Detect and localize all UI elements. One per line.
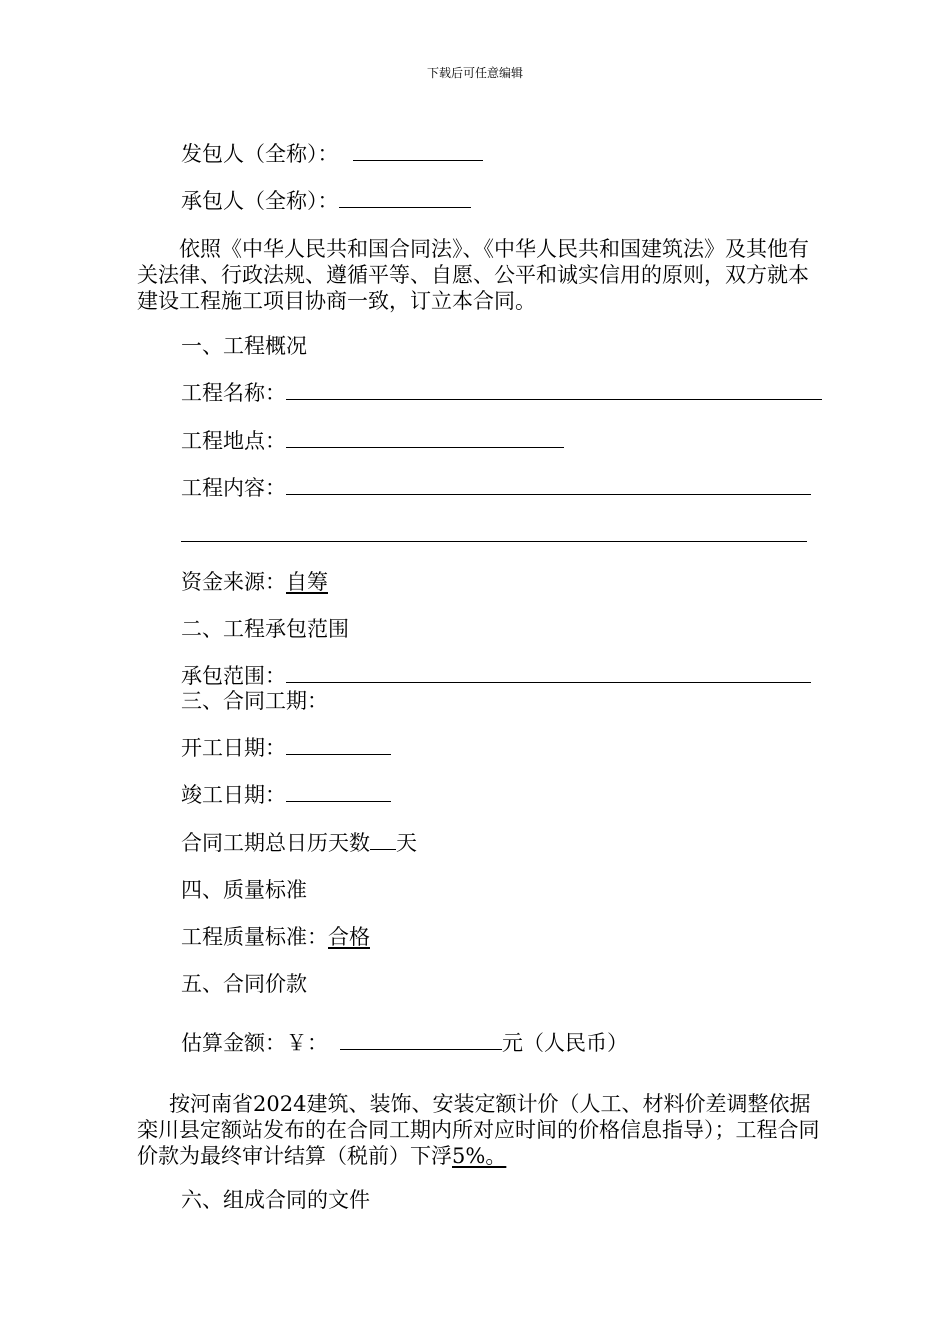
section2-heading: 二、工程承包范围 <box>181 617 349 641</box>
employer-blank[interactable] <box>353 140 483 161</box>
project-content-line <box>181 474 811 502</box>
contractor-line <box>181 187 471 215</box>
amount-blank-3[interactable] <box>446 1029 502 1050</box>
project-name-label: 工程名称： <box>181 381 286 405</box>
project-content-label: 工程内容： <box>181 476 286 500</box>
amount-line <box>181 1029 628 1057</box>
amount-label: 估算金额：￥： <box>181 1031 328 1055</box>
project-content-blank-2[interactable] <box>181 521 807 542</box>
quality-line <box>181 923 370 951</box>
amount-unit: 元（人民币） <box>502 1031 628 1055</box>
quality-label: 工程质量标准： <box>181 925 328 949</box>
project-content-line-2 <box>181 521 807 549</box>
section6-heading: 六、组成合同的文件 <box>181 1188 370 1212</box>
preamble-paragraph <box>137 236 829 314</box>
contractor-blank[interactable] <box>339 187 471 208</box>
total-days-suffix: 天 <box>396 831 417 855</box>
completion-date-blank[interactable] <box>286 781 391 802</box>
total-days-line <box>181 829 417 857</box>
project-content-blank[interactable] <box>286 474 811 495</box>
project-location-line <box>181 427 564 455</box>
employer-line <box>181 140 483 168</box>
section5-heading: 五、合同价款 <box>181 972 307 996</box>
pricing-text: 按河南省2024建筑、装饰、安装定额计价（人工、材料价差调整依据栾川县定额站发布的在合同工期内所对应时间的价格信息指导）；工程合同价款为最终审计结算（税前）下浮 <box>137 1092 820 1168</box>
contractor-label: 承包人（全称）： <box>181 189 339 213</box>
scope-blank[interactable] <box>286 662 811 683</box>
funding-line <box>181 568 328 596</box>
discount-value: 5%。 <box>452 1144 507 1168</box>
section3-heading: 三、合同工期： <box>181 689 328 713</box>
pricing-paragraph <box>137 1091 829 1169</box>
completion-date-label: 竣工日期： <box>181 783 286 807</box>
project-name-blank[interactable] <box>286 379 822 400</box>
total-days-prefix: 合同工期总日历天数 <box>181 831 370 855</box>
start-date-blank[interactable] <box>286 734 391 755</box>
preamble-text: 依照《中华人民共和国合同法》、《中华人民共和国建筑法》及其他有关法律、行政法规、遵循平等、自愿、公平和诚实信用的原则，双方就本建设工程施工项目协商一致，订立本合同。 <box>137 237 809 313</box>
amount-blank-2[interactable] <box>384 1029 446 1050</box>
header-note: 下载后可任意编辑 <box>426 66 523 80</box>
amount-blank-1[interactable] <box>340 1029 384 1050</box>
project-location-blank[interactable] <box>286 427 564 448</box>
completion-date-line <box>181 781 391 809</box>
quality-value: 合格 <box>328 925 370 949</box>
section1-heading: 一、工程概况 <box>181 334 307 358</box>
section4-heading: 四、质量标准 <box>181 878 307 902</box>
funding-value: 自筹 <box>286 570 328 594</box>
funding-label: 资金来源： <box>181 570 286 594</box>
project-name-line <box>181 379 822 407</box>
scope-line <box>181 662 811 690</box>
scope-label: 承包范围： <box>181 664 286 688</box>
start-date-label: 开工日期： <box>181 736 286 760</box>
project-location-label: 工程地点： <box>181 429 286 453</box>
start-date-line <box>181 734 391 762</box>
total-days-blank[interactable] <box>370 829 396 850</box>
employer-label: 发包人（全称）： <box>181 142 339 166</box>
